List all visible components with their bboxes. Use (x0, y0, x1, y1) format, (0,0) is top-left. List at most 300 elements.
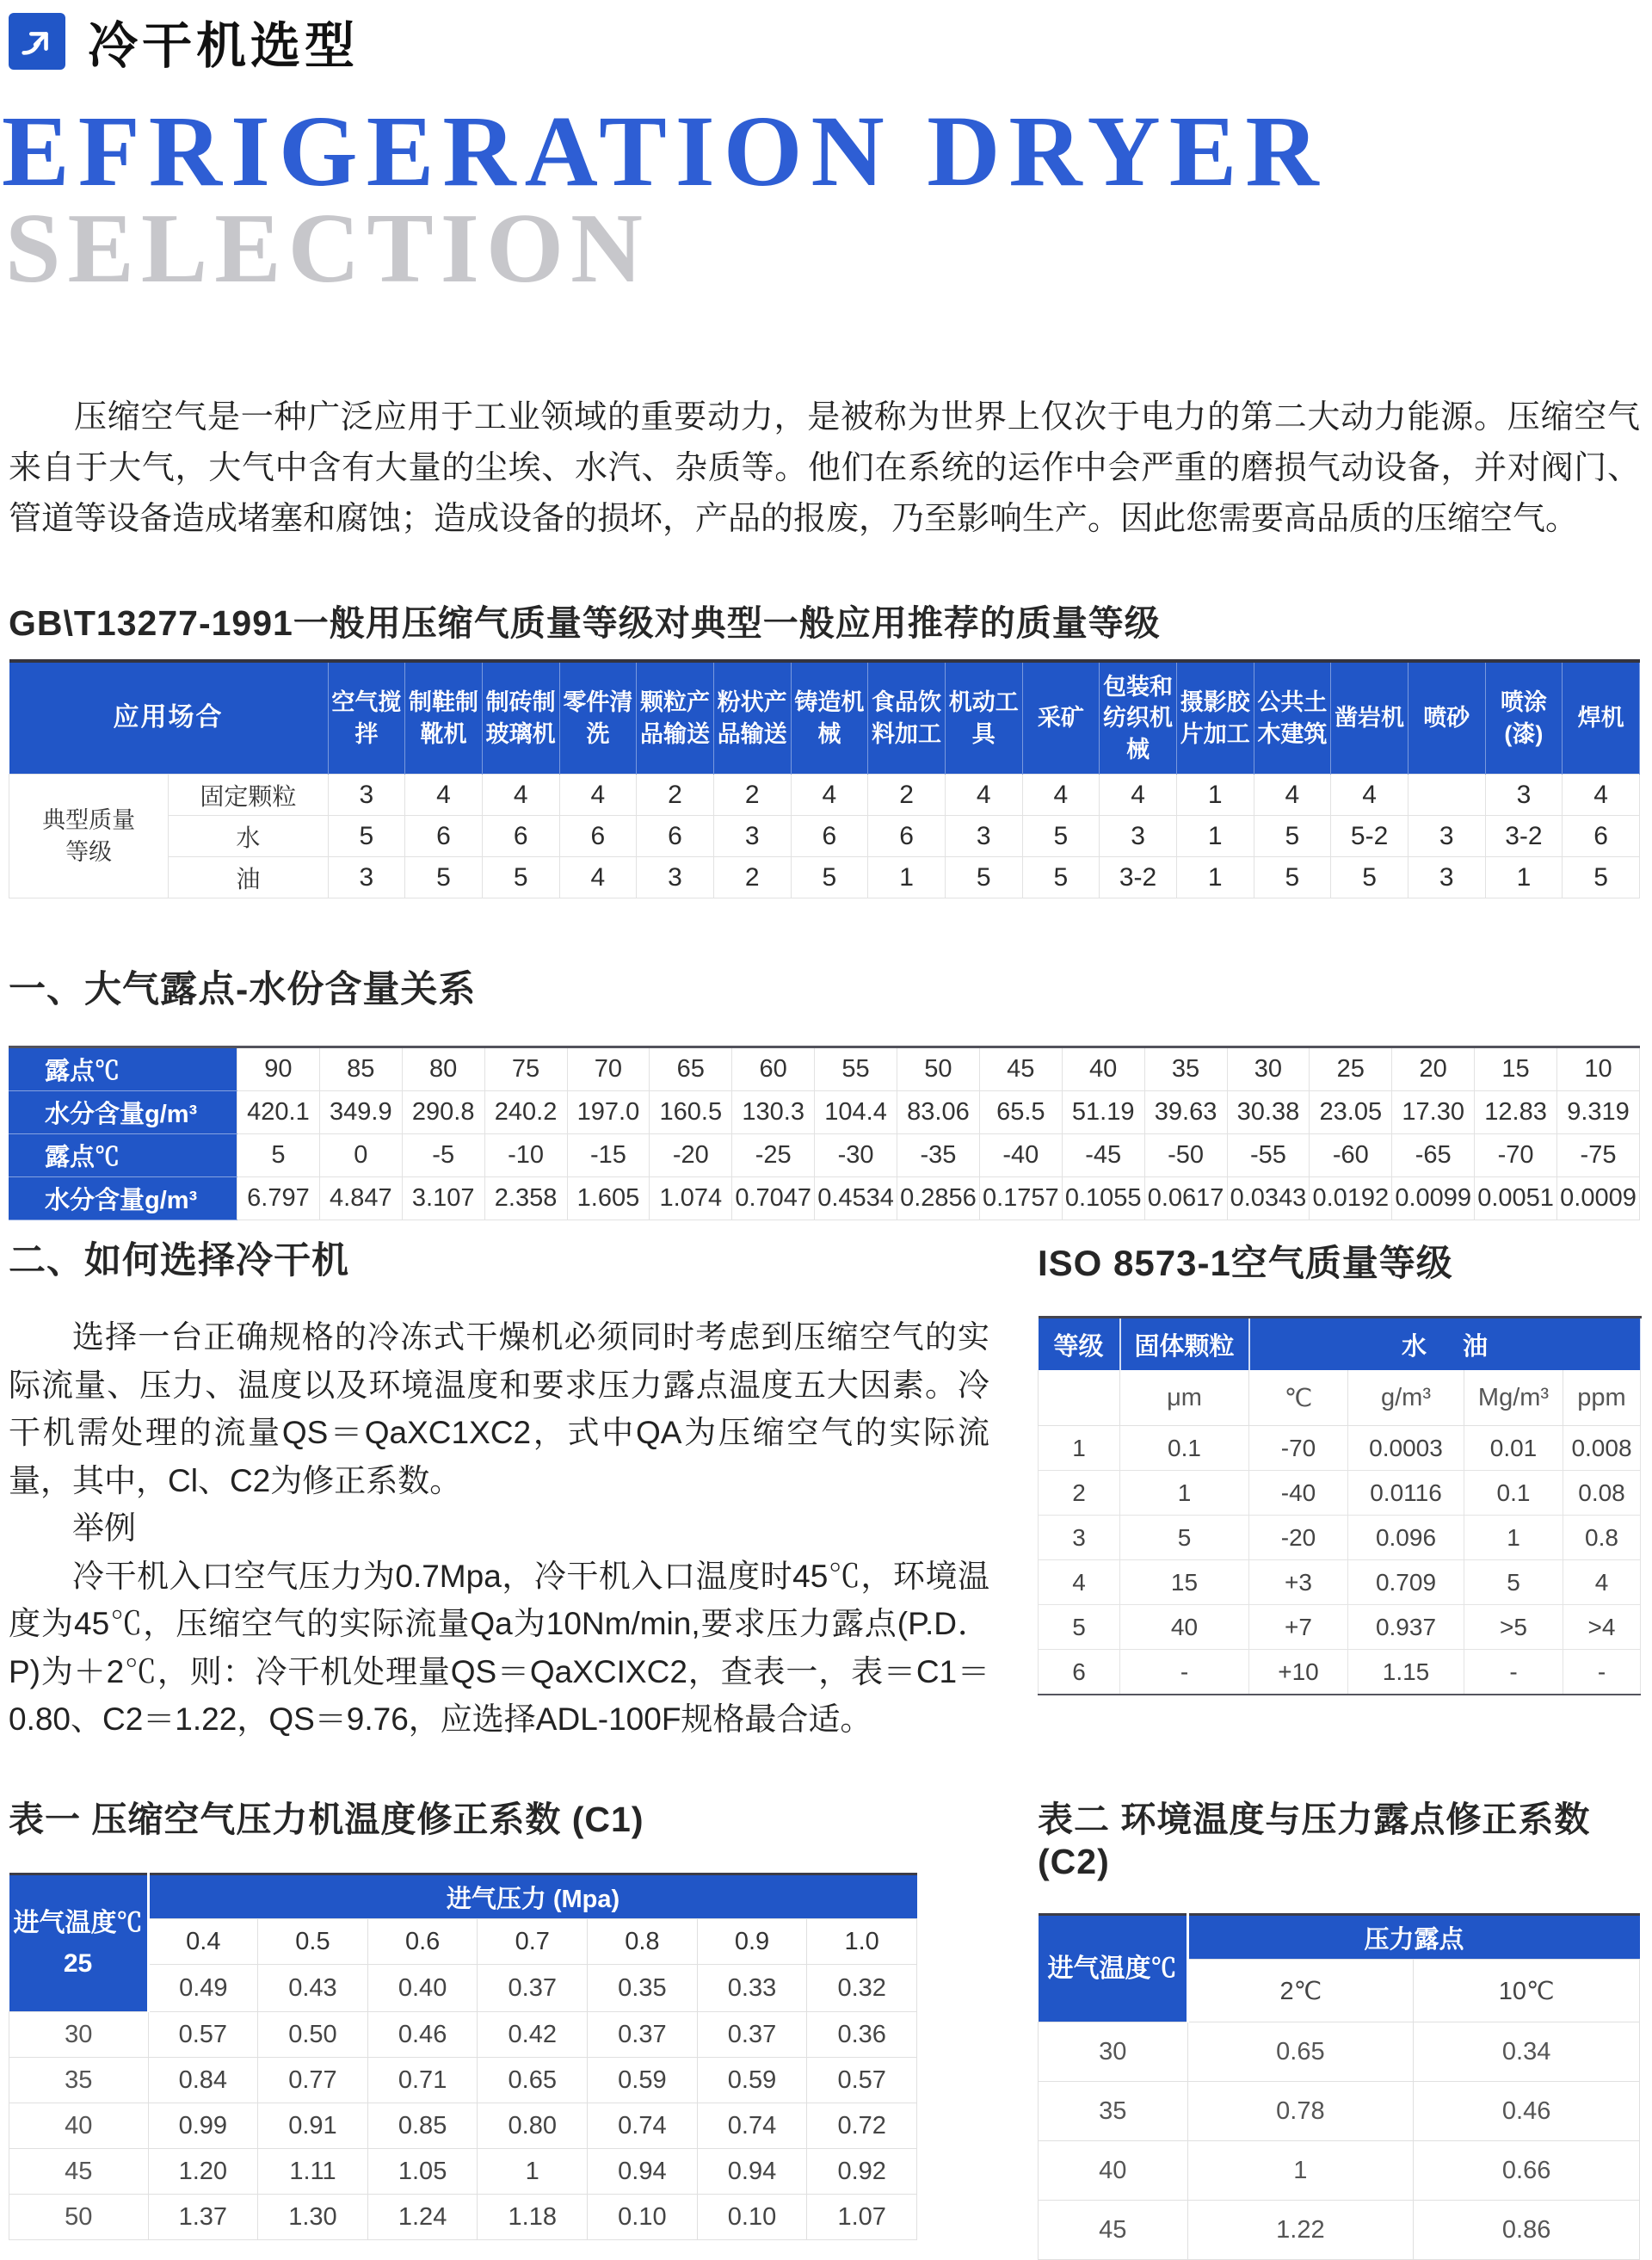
value-cell: 3 (1408, 816, 1485, 857)
value-cell: 0.37 (697, 2012, 807, 2058)
c1-corner-cell (9, 1874, 149, 2012)
row-label: 45 (1039, 2201, 1188, 2260)
value-cell: -15 (567, 1134, 650, 1177)
value-cell: 45 (979, 1047, 1062, 1091)
iso-solid-header: 固体颗粒 (1120, 1318, 1249, 1371)
row-label: 油 (169, 857, 328, 898)
corner-header: 应用场合 (9, 661, 329, 775)
value-cell: 1 (1039, 1426, 1120, 1471)
value-cell: 0.66 (1414, 2141, 1640, 2201)
value-cell: 0.2856 (897, 1177, 980, 1220)
c1-data-row (9, 2058, 917, 2103)
value-cell: -20 (1249, 1516, 1348, 1560)
value-cell: 0.74 (588, 2103, 698, 2149)
value-cell: 1.05 (367, 2149, 478, 2195)
value-cell: 0.74 (697, 2103, 807, 2149)
grade-data-row (9, 816, 1640, 857)
value-cell: 1.18 (478, 2195, 588, 2240)
pressure-value: 0.5 (258, 1919, 368, 1965)
value-cell: 0.59 (588, 2058, 698, 2103)
value-cell: 0.72 (807, 2103, 917, 2149)
c1-header-row (9, 1874, 917, 1919)
value-cell: >5 (1464, 1605, 1563, 1650)
value-cell: 0.10 (588, 2195, 698, 2240)
value-cell: 5 (405, 857, 483, 898)
selection-and-iso-section (9, 1232, 1640, 1744)
table-c1-block (9, 1791, 921, 2260)
table-c2-block (1038, 1791, 1640, 2260)
iso-data-row (1039, 1426, 1641, 1471)
value-cell: 55 (815, 1047, 897, 1091)
value-cell: 0.0116 (1348, 1471, 1464, 1516)
column-header: 焊机 (1563, 661, 1640, 775)
value-cell: 4 (482, 775, 559, 816)
value-cell: 0.8 (1563, 1516, 1641, 1560)
dew-data-row (9, 1047, 1640, 1091)
value-cell: 25 (1310, 1047, 1392, 1091)
c2-data-row (1039, 2082, 1640, 2141)
value-cell: 0.35 (588, 1965, 698, 2012)
value-cell: 6 (559, 816, 637, 857)
value-cell: 0.65 (1187, 2022, 1414, 2082)
value-cell: 2 (868, 775, 946, 816)
value-cell: 0.42 (478, 2012, 588, 2058)
pressure-value: 0.8 (588, 1919, 698, 1965)
value-cell: 3 (637, 857, 714, 898)
column-header: 空气搅拌 (328, 661, 405, 775)
row-label: 35 (9, 2058, 149, 2103)
value-cell: 0.008 (1563, 1426, 1641, 1471)
value-cell: 5 (1464, 1560, 1563, 1605)
iso-water-oil-header: 水 油 (1249, 1318, 1641, 1371)
row-label: 水 (169, 816, 328, 857)
value-cell: 3 (1408, 857, 1485, 898)
value-cell: 4 (945, 775, 1022, 816)
value-cell: 12.83 (1475, 1091, 1557, 1134)
c2-corner-cell: 进气温度℃ (1039, 1915, 1188, 2022)
value-cell: 2 (713, 857, 791, 898)
value-cell: 3 (328, 857, 405, 898)
value-cell: 0.32 (807, 1965, 917, 2012)
value-cell: 90 (237, 1047, 320, 1091)
value-cell: 3-2 (1485, 816, 1563, 857)
value-cell: >4 (1563, 1605, 1641, 1650)
value-cell: 70 (567, 1047, 650, 1091)
value-cell: 0.37 (588, 2012, 698, 2058)
iso-data-row (1039, 1560, 1641, 1605)
iso-data-row (1039, 1605, 1641, 1650)
value-cell: 0.86 (1414, 2201, 1640, 2260)
value-cell: -75 (1557, 1134, 1640, 1177)
column-header: 摄影胶片加工 (1176, 661, 1254, 775)
value-cell: 0.0617 (1144, 1177, 1227, 1220)
value-cell: 4 (1331, 775, 1409, 816)
value-cell: 15 (1120, 1560, 1249, 1605)
value-cell: 40 (1062, 1047, 1144, 1091)
row-group-label: 典型质量等级 (9, 775, 169, 898)
column-header: 颗粒产品输送 (637, 661, 714, 775)
value-cell: 1.11 (258, 2149, 368, 2195)
value-cell: 0.78 (1187, 2082, 1414, 2141)
value-cell: 349.9 (319, 1091, 402, 1134)
iso-column (1038, 1232, 1642, 1744)
value-cell: 0.1 (1464, 1471, 1563, 1516)
unit-header: ℃ (1249, 1370, 1348, 1426)
value-cell (1408, 775, 1485, 816)
value-cell: 2.358 (484, 1177, 567, 1220)
value-cell: 0.84 (148, 2058, 258, 2103)
iso-header-row (1039, 1318, 1641, 1371)
value-cell: 15 (1475, 1047, 1557, 1091)
value-cell: 4 (1563, 775, 1640, 816)
value-cell: 6 (868, 816, 946, 857)
grade-data-row (9, 857, 1640, 898)
column-header: 公共土木建筑 (1254, 661, 1331, 775)
value-cell: 130.3 (732, 1091, 815, 1134)
value-cell: - (1464, 1650, 1563, 1695)
dew-section-title: 一、大气露点-水份含量关系 (9, 969, 477, 1011)
unit-header: g/m³ (1348, 1370, 1464, 1426)
value-cell: 0.096 (1348, 1516, 1464, 1560)
value-cell: 0.08 (1563, 1471, 1641, 1516)
value-cell: 0.57 (807, 2058, 917, 2103)
iso-grade-header: 等级 (1039, 1318, 1120, 1371)
value-cell: 35 (1144, 1047, 1227, 1091)
row-label: 30 (1039, 2022, 1188, 2082)
value-cell: 51.19 (1062, 1091, 1144, 1134)
value-cell: 30.38 (1227, 1091, 1310, 1134)
value-cell: 4 (559, 775, 637, 816)
row-label: 40 (9, 2103, 149, 2149)
value-cell: 1.20 (148, 2149, 258, 2195)
value-cell: 5 (1022, 857, 1100, 898)
value-cell: 6 (791, 816, 868, 857)
value-cell: -65 (1392, 1134, 1475, 1177)
c1-data-row (9, 2103, 917, 2149)
value-cell: 3.107 (402, 1177, 484, 1220)
value-cell: 0.40 (367, 1965, 478, 2012)
value-cell: 5 (1331, 857, 1409, 898)
value-cell: 0.0003 (1348, 1426, 1464, 1471)
c1-data-row (9, 2149, 917, 2195)
value-cell: -40 (979, 1134, 1062, 1177)
value-cell: -70 (1249, 1426, 1348, 1471)
pressure-value: 0.4 (148, 1919, 258, 1965)
example-paragraph: 冷干机入口空气压力为0.7Mpa，冷干机入口温度时45℃，环境温度为45℃，压缩空气的实际流量Qa为10Nm/min,要求压力露点(P.D．P)为＋2℃，则：冷干机处理量QS＝QaXCIXC2，查表一，表＝C1＝0.80、C2＝1.22，QS＝9.76，应选择ADL-100F规格最合适。 (9, 1558, 989, 1737)
value-cell: 160.5 (650, 1091, 732, 1134)
value-cell: 0.7047 (732, 1177, 815, 1220)
title-english: EFRIGERATION DRYER (2, 95, 1328, 207)
value-cell: 5 (1039, 1605, 1120, 1650)
value-cell: 104.4 (815, 1091, 897, 1134)
value-cell: 0.46 (367, 2012, 478, 2058)
selection-text-column (9, 1232, 989, 1744)
example-label: 举例 (72, 1510, 136, 1546)
row-label: 50 (9, 2195, 149, 2240)
value-cell: 1 (1120, 1471, 1249, 1516)
value-cell: 0.65 (478, 2058, 588, 2103)
iso-quality-table (1038, 1316, 1642, 1695)
c2-dewpoint-header: 压力露点 (1187, 1915, 1640, 1960)
value-cell: 3 (1485, 775, 1563, 816)
c1-pressure-header: 进气压力 (Mpa) (148, 1874, 917, 1919)
c1-data-row (9, 2012, 917, 2058)
value-cell: 3 (328, 775, 405, 816)
column-header: 食品饮料加工 (868, 661, 946, 775)
value-cell: 0.94 (697, 2149, 807, 2195)
value-cell: 5 (237, 1134, 320, 1177)
iso-table-title: ISO 8573-1空气质量等级 (1038, 1243, 1453, 1283)
iso-units-row (1039, 1370, 1641, 1426)
row-label: 固定颗粒 (169, 775, 328, 816)
value-cell: 4 (1100, 775, 1177, 816)
table-c1 (9, 1873, 917, 2240)
value-cell: 0.77 (258, 2058, 368, 2103)
value-cell: 3-2 (1100, 857, 1177, 898)
value-cell: -30 (815, 1134, 897, 1177)
value-cell: 0.33 (697, 1965, 807, 2012)
value-cell: 10 (1557, 1047, 1640, 1091)
value-cell: 1.30 (258, 2195, 368, 2240)
row-label: 35 (1039, 2082, 1188, 2141)
value-cell: 0.0051 (1475, 1177, 1557, 1220)
value-cell: -5 (402, 1134, 484, 1177)
value-cell: 4 (1254, 775, 1331, 816)
value-cell: +10 (1249, 1650, 1348, 1695)
value-cell: 420.1 (237, 1091, 320, 1134)
table-c2 (1038, 1913, 1640, 2260)
value-cell: 1.074 (650, 1177, 732, 1220)
c2-header-row (1039, 1915, 1640, 1960)
value-cell: 5 (1254, 857, 1331, 898)
correction-tables-section (9, 1791, 1640, 2260)
row-label: 水分含量g/m³ (9, 1091, 237, 1134)
value-cell: 5 (1022, 816, 1100, 857)
value-cell: 0.36 (807, 2012, 917, 2058)
iso-data-row (1039, 1650, 1641, 1695)
empty-cell (1039, 1370, 1120, 1426)
value-cell: 6 (482, 816, 559, 857)
dew-data-row (9, 1091, 1640, 1134)
value-cell: 5-2 (1331, 816, 1409, 857)
value-cell: 4.847 (319, 1177, 402, 1220)
column-header: 凿岩机 (1331, 661, 1409, 775)
value-cell: 0.0099 (1392, 1177, 1475, 1220)
c1-corner-label: 进气温度℃ (13, 1908, 143, 1937)
value-cell: -45 (1062, 1134, 1144, 1177)
row-label: 露点℃ (9, 1047, 237, 1091)
c2-data-row (1039, 2022, 1640, 2082)
value-cell: 0.71 (367, 2058, 478, 2103)
value-cell: 39.63 (1144, 1091, 1227, 1134)
value-cell: 5 (1254, 816, 1331, 857)
value-cell: 1.07 (807, 2195, 917, 2240)
value-cell: 0.1055 (1062, 1177, 1144, 1220)
c2-data-row (1039, 2201, 1640, 2260)
value-cell: 20 (1392, 1047, 1475, 1091)
row-label: 露点℃ (9, 1134, 237, 1177)
value-cell: -70 (1475, 1134, 1557, 1177)
value-cell: +3 (1249, 1560, 1348, 1605)
value-cell: 75 (484, 1047, 567, 1091)
value-cell: 0.43 (258, 1965, 368, 2012)
value-cell: 4 (1039, 1560, 1120, 1605)
pressure-value: 1.0 (807, 1919, 917, 1965)
value-cell: - (1563, 1650, 1641, 1695)
value-cell: 50 (897, 1047, 980, 1091)
value-cell: 6 (405, 816, 483, 857)
value-cell: 5 (328, 816, 405, 857)
intro-paragraph: 压缩空气是一种广泛应用于工业领域的重要动力，是被称为世界上仅次于电力的第二大动力能源。压缩空气来自于大气，大气中含有大量的尘埃、水汽、杂质等。他们在系统的运作中会严重的磨损气动设备，并对阀门、管道等设备造成堵塞和腐蚀；造成设备的损坏，产品的报废，乃至影响生产。因此您需要高品质的压缩空气。 (9, 399, 1640, 538)
dewpoint-value: 2℃ (1187, 1960, 1414, 2022)
value-cell: 0.46 (1414, 2082, 1640, 2141)
dew-data-row (9, 1177, 1640, 1220)
page-title: 冷干机选型 (88, 18, 360, 74)
value-cell: 0.85 (367, 2103, 478, 2149)
value-cell: +7 (1249, 1605, 1348, 1650)
value-cell: 5 (482, 857, 559, 898)
value-cell: 65 (650, 1047, 732, 1091)
value-cell: 0.49 (148, 1965, 258, 2012)
value-cell: 5 (1563, 857, 1640, 898)
value-cell: 1.15 (1348, 1650, 1464, 1695)
value-cell: -55 (1227, 1134, 1310, 1177)
value-cell: 0.94 (588, 2149, 698, 2195)
row-label: 40 (1039, 2141, 1188, 2201)
pressure-value: 0.6 (367, 1919, 478, 1965)
value-cell: -10 (484, 1134, 567, 1177)
column-header: 包装和纺织机械 (1100, 661, 1177, 775)
value-cell: 0.709 (1348, 1560, 1464, 1605)
value-cell: 4 (559, 857, 637, 898)
value-cell: 85 (319, 1047, 402, 1091)
c1-data-row (9, 2195, 917, 2240)
value-cell: 2 (713, 775, 791, 816)
value-cell: 6.797 (237, 1177, 320, 1220)
value-cell: 1.37 (148, 2195, 258, 2240)
unit-header: ppm (1563, 1370, 1641, 1426)
value-cell: 60 (732, 1047, 815, 1091)
column-header: 零件清洗 (559, 661, 637, 775)
value-cell: 1 (1187, 2141, 1414, 2201)
selection-paragraph: 选择一台正确规格的冷冻式干燥机必须同时考虑到压缩空气的实际流量、压力、温度以及环境温度和要求压力露点温度五大因素。冷干机需处理的流量QS＝QaXC1XC2，式中QA为压缩空气的实际流量，其中，Cl、C2为修正系数。 (9, 1319, 989, 1498)
value-cell: - (1120, 1650, 1249, 1695)
unit-header: μm (1120, 1370, 1249, 1426)
value-cell: 0.10 (697, 2195, 807, 2240)
value-cell: 3 (945, 816, 1022, 857)
value-cell: 0.0192 (1310, 1177, 1392, 1220)
value-cell: 1 (1464, 1516, 1563, 1560)
pressure-value: 0.9 (697, 1919, 807, 1965)
value-cell: 6 (637, 816, 714, 857)
value-cell: 1 (868, 857, 946, 898)
column-header: 机动工具 (945, 661, 1022, 775)
column-header: 喷涂(漆) (1485, 661, 1563, 775)
grade-table (9, 659, 1640, 898)
value-cell: 1.605 (567, 1177, 650, 1220)
value-cell: 0.34 (1414, 2022, 1640, 2082)
grade-data-row (9, 775, 1640, 816)
value-cell: 80 (402, 1047, 484, 1091)
selection-section-title: 二、如何选择冷干机 (9, 1240, 349, 1281)
value-cell: 17.30 (1392, 1091, 1475, 1134)
value-cell: 3 (713, 816, 791, 857)
value-cell: 0.1757 (979, 1177, 1062, 1220)
value-cell: 4 (405, 775, 483, 816)
column-header: 粉状产品输送 (713, 661, 791, 775)
grade-header-row (9, 661, 1640, 775)
value-cell: 290.8 (402, 1091, 484, 1134)
title-english-line2: SELECTION (5, 194, 650, 305)
value-cell: 2 (637, 775, 714, 816)
value-cell: 0.92 (807, 2149, 917, 2195)
value-cell: 0.1 (1120, 1426, 1249, 1471)
value-cell: 0 (319, 1134, 402, 1177)
value-cell: 30 (1227, 1047, 1310, 1091)
value-cell: 0.50 (258, 2012, 368, 2058)
value-cell: -35 (897, 1134, 980, 1177)
column-header: 制鞋制靴机 (405, 661, 483, 775)
column-header: 采矿 (1022, 661, 1100, 775)
value-cell: 2 (1039, 1471, 1120, 1516)
dew-point-table (9, 1046, 1640, 1220)
value-cell: 5 (1120, 1516, 1249, 1560)
value-cell: 6 (1039, 1650, 1120, 1695)
value-cell: -50 (1144, 1134, 1227, 1177)
value-cell: -20 (650, 1134, 732, 1177)
value-cell: 0.0343 (1227, 1177, 1310, 1220)
value-cell: 5 (791, 857, 868, 898)
value-cell: 0.01 (1464, 1426, 1563, 1471)
column-header: 喷砂 (1408, 661, 1485, 775)
value-cell: 1 (1176, 857, 1254, 898)
row-label: 45 (9, 2149, 149, 2195)
value-cell: 0.37 (478, 1965, 588, 2012)
page (0, 5, 1652, 2244)
arrow-icon (9, 13, 65, 70)
value-cell: 40 (1120, 1605, 1249, 1650)
value-cell: 4 (791, 775, 868, 816)
value-cell: 83.06 (897, 1091, 980, 1134)
value-cell: 4 (1022, 775, 1100, 816)
value-cell: 0.59 (697, 2058, 807, 2103)
value-cell: 0.4534 (815, 1177, 897, 1220)
grade-table-title: GB\T13277-1991一般用压缩气质量等级对典型一般应用推荐的质量等级 (9, 602, 1161, 643)
row-label: 水分含量g/m³ (9, 1177, 237, 1220)
dew-data-row (9, 1134, 1640, 1177)
column-header: 制砖制玻璃机 (482, 661, 559, 775)
value-cell: 1.24 (367, 2195, 478, 2240)
value-cell: 197.0 (567, 1091, 650, 1134)
value-cell: 1 (478, 2149, 588, 2195)
value-cell: 23.05 (1310, 1091, 1392, 1134)
pressure-value: 0.7 (478, 1919, 588, 1965)
value-cell: 1 (1176, 816, 1254, 857)
value-cell: 9.319 (1557, 1091, 1640, 1134)
iso-data-row (1039, 1516, 1641, 1560)
value-cell: 1 (1176, 775, 1254, 816)
value-cell: 0.0009 (1557, 1177, 1640, 1220)
iso-data-row (1039, 1471, 1641, 1516)
value-cell: -25 (732, 1134, 815, 1177)
table-c2-title: 表二 环境温度与压力露点修正系数 (C2) (1038, 1800, 1591, 1881)
unit-header: Mg/m³ (1464, 1370, 1563, 1426)
row-label: 30 (9, 2012, 149, 2058)
c1-corner-sub: 25 (63, 1949, 93, 1978)
value-cell: -40 (1249, 1471, 1348, 1516)
value-cell: 0.80 (478, 2103, 588, 2149)
value-cell: 1.22 (1187, 2201, 1414, 2260)
